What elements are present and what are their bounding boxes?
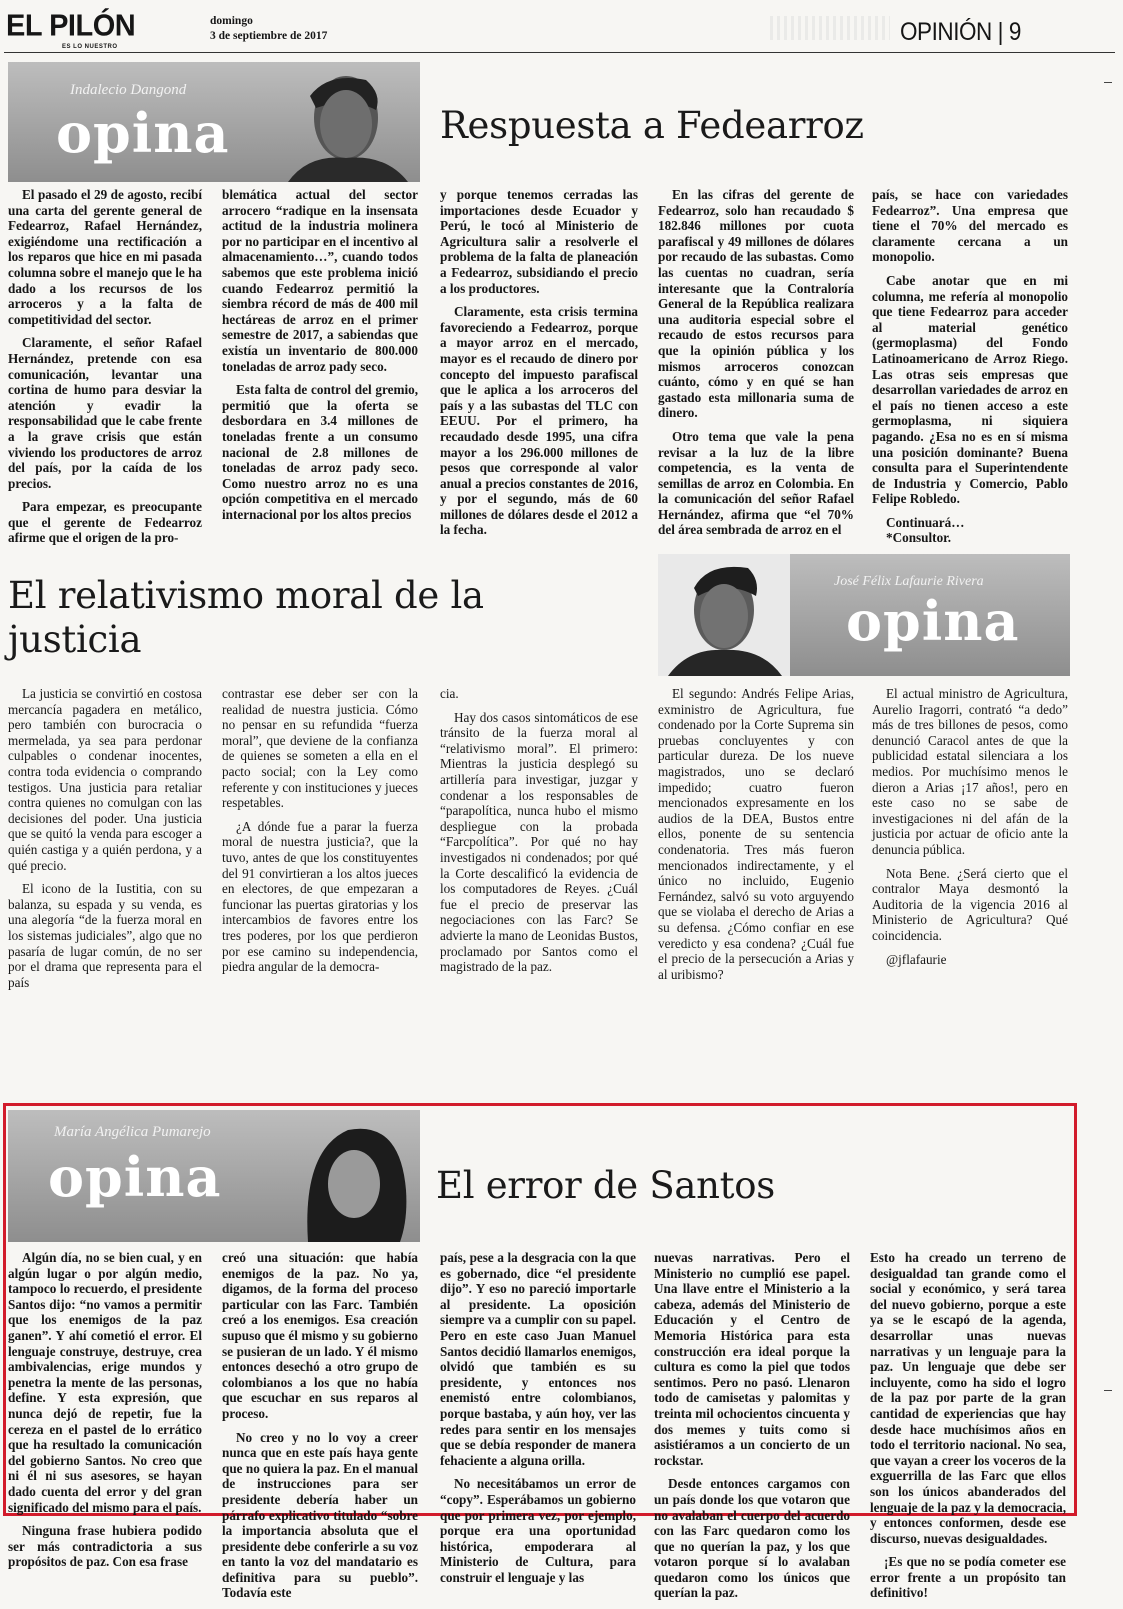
article1-author: Indalecio Dangond <box>70 82 187 98</box>
article2-paragraph: ¿A dónde fue a parar la fuerza moral de nuestra justicia?, que la tuvo, antes de que los constituyentes del 91 convirtieran a los altos jueces en electores, de que empezaran a funcionar las puertas giratorias y los intercambios de favores entre los tres poderes, por los que perdieron por ese camino su independencia, piedra angular de la democra- <box>222 818 418 975</box>
article3-author: María Angélica Pumarejo <box>54 1124 211 1140</box>
article1-paragraph: En las cifras del gerente de Fedearroz, solo han recaudado $ 182.846 millones por cuota parafiscal y 49 millones de dólares por recaudo de las subastas. Como las cuentas no cuadran, sería interesante que la Contraloría General de la República realizara una auditoria especial sobre el recaudo de estos recursos para que la opinión pública y los mismos arroceros conozcan cuánto, cómo y en qué se han gastado esta millonaria suma de dinero. <box>658 187 854 421</box>
article2-paragraph: Hay dos casos sintomáticos de ese tránsito de la fuerza moral al “relativismo moral”. El primero: Mientras la justicia desplegó su artillería para investigar, juzgar y condenar a los responsables de “parapolítica, nunca hubo el mismo despliegue con la probada “Farcpolítica”. Por qué no hay investigados ni condenados; por qué la Corte descalificó la evidencia de los computadores de Reyes. ¿Cuál fue el precio de preservar las negociaciones con las Farc? Se advierte la mano de Leonidas Bustos, proclamado por Santos como el magistrado de la paz. <box>440 709 638 975</box>
article2-author-photo <box>658 554 790 676</box>
article3-paragraph: No necesitábamos un error de “copy”. Esperábamos un gobierno que por primera vez, por ejemplo, porque era una oportunidad histórica, empoderara al Ministerio de Cultura, para construir el lenguaje y las <box>440 1476 636 1585</box>
newspaper-tagline: ES LO NUESTRO <box>62 44 118 50</box>
article3-paragraph: Algún día, no se bien cual, y en algún lugar o por algún medio, tampoco lo recuerdo, el presidente Santos dijo: “no vamos a permitir que los enemigos de la paz ganen”. Y ahí cometió el error. El lenguaje construye, destruye, crea ambivalencias, erige mundos y penetra la mente de las personas, define. Y esta expresión, que nunca dejó de repetir, fue la cereza en el pastel de lo errático que ha resultado la comunicación del gobierno Santos. No creo que ni él ni sus asesores, se hayan dado cuenta del error y del gran significado del mismo para el país. <box>8 1250 202 1515</box>
article3-paragraph: No creo y no lo voy a creer nunca que en este país haya gente que no quiera la paz. En el manual de instrucciones para ser presidente debería haber un párrafo explicativo titulado “sobre la importancia absoluta que el presidente debe conferirle a su voz en tanto la voz del mandatario es definitiva para su pueblo”. Todavía este <box>222 1429 418 1601</box>
section-header <box>900 18 1021 47</box>
article3-paragraph: Esto ha creado un terreno de desigualdad tan grande como el social y económico, y será tarea del nuevo gobierno, porque a este ya se le escapó de la agenda, desarrollar unas nuevas narrativas y un lenguaje para la paz. Un lenguaje que debe ser incluyente, como ha sido el logro de la paz por parte de la gran cantidad de experiencias que hay desde hace muchísimos años en todo el territorio nacional. No sea, que vayan a creer los voceros de la exguerrilla de las Farc que ellos son los únicos abanderados del lenguaje de la paz y la democracia, y entonces conformen, desde ese discurso, nuevas desigualdades. <box>870 1250 1066 1546</box>
article2-headline: El relativismo moral de la justicia <box>8 574 484 661</box>
issue-day: domingo <box>210 15 253 27</box>
article1-headline: Respuesta a Fedearroz <box>440 104 864 147</box>
article1-paragraph: Claramente, el señor Rafael Hernández, pretende con esa comunicación, levantar una cortina de humo para desviar la atención y evadir la responsabilidad que le cabe frente a la grave crisis que están viviendo los productores de arroz del país, por la caída de los precios. <box>8 335 202 491</box>
article1-paragraph: Otro tema que vale la pena revisar a la luz de la libre competencia, es la venta de semillas de arroz en Colombia. En la comunicación del señor Rafael Hernández, afirma que “el 70% del área sembrada de arroz en el <box>658 428 854 538</box>
article3-paragraph: ¡Es que no se podía cometer ese error frente a un propósito tan definitivo! <box>870 1554 1066 1601</box>
article2-column-4 <box>658 686 854 990</box>
article1-paragraph: blemática actual del sector arrocero “radique en la insensata actitud de la industria molinera por no participar en el incentivo al almacenamiento…”, cuando todos sabemos que este problema inició cuando Fedearroz permitió la siembra récord de más de 400 mil hectáreas de arroz en el primer semestre de 2017, a sabiendas que existía un inventario de 800.000 toneladas de arroz pady seco. <box>222 187 418 374</box>
article1-column-5 <box>872 187 1068 554</box>
article2-opina-label: opina <box>846 589 1020 653</box>
article1-column-3 <box>440 187 638 546</box>
article1-paragraph: país, se hace con variedades Fedearroz”. Una empresa que tiene el 70% del mercado es claramente cercana a un monopolio. <box>872 187 1068 265</box>
article1-paragraph: Cabe anotar que en mi columna, me refería al monopolio que tiene Fedearroz para acceder al material genético (germoplasma) del Fondo Latinoamericano de Arroz Riego. Las otras seis empresas que desarrollan variedades de arroz en el país no tienen acceso a este germoplasma, ni siquiera pagando. ¿Esa no es en sí misma una posición dominante? Buena consulta para el Superintendente de Industria y Comercio, Pablo Felipe Robledo. <box>872 272 1068 507</box>
article3-column-1 <box>8 1250 202 1578</box>
article2-paragraph: cia. <box>440 686 459 701</box>
article3-opina-label: opina <box>48 1145 222 1209</box>
article3-author-photo <box>288 1110 420 1242</box>
article3-column-3 <box>440 1250 636 1593</box>
article2-paragraph: contrastar ese deber ser con la realidad de nuestra justicia. Cómo no pensar en su refundida “fuerza moral”, que deviene de la confianza de quienes se someten a ella en el pacto social; con la Ley como referente y con instituciones y jueces respetables. <box>222 686 418 811</box>
article2-author: José Félix Lafaurie Rivera <box>834 574 984 589</box>
article1-column-1 <box>8 187 202 554</box>
article1-paragraph: Esta falta de control del gremio, permitió que la oferta se desbordara en 3.4 millones de toneladas frente a un consumo nacional de 2.8 millones de toneladas de arroz pady seco. Como nuestro arroz no es una opción competitiva en el mercado internacional por los altos precios <box>222 382 418 522</box>
article3-column-2 <box>222 1250 418 1609</box>
issue-date <box>210 14 327 44</box>
article1-paragraph: y porque tenemos cerradas las importaciones desde Ecuador y Perú, le tocó al Ministerio de Agricultura salir a resolverle el problema de la falta de planeación a Fedearroz, subsidiando el precio a los productores. <box>440 187 638 296</box>
article3-banner <box>8 1110 420 1242</box>
article3-column-4 <box>654 1250 850 1609</box>
newspaper-logo: EL PILÓN <box>6 9 136 43</box>
margin-mark <box>1104 82 1112 83</box>
article3-paragraph: creó una situación: que había enemigos de la paz. No ya, digamos, de la forma del proceso particular con las Farc. También creó a los enemigos. Esa creación supuso que él mismo y su gobierno se pusieran de un lado. Y él mismo entonces desechó a otro grupo de colombianos a los que no había que escuchar en sus reparos al proceso. <box>222 1250 418 1421</box>
article3-headline: El error de Santos <box>436 1164 775 1207</box>
article1-opina-label: opina <box>56 101 230 165</box>
section-name: OPINIÓN <box>900 18 992 46</box>
margin-mark <box>1104 1390 1112 1391</box>
article3-column-5 <box>870 1250 1066 1609</box>
article1-column-4 <box>658 187 854 546</box>
article2-paragraph: El actual ministro de Agricultura, Aurelio Iragorri, contrató “a dedo” más de tres billones de pesos, como denunció Caracol antes de que la publicidad estatal silenciara a los medios. Por muchísimo menos le dieron a Arias ¡17 años!, pero en este caso no se sabe de investigaciones ni del afán de la justicia por actuar de oficio ante la denuncia pública. <box>872 686 1068 857</box>
page-number: 9 <box>1008 18 1021 46</box>
article3-paragraph: Desde entonces cargamos con un país donde los que votaron que no avalaban el cuerpo del acuerdo con las Farc quedaron como los que no querían la paz, y los que votaron porque sí lo avalaban quedaron como los únicos que querían la paz. <box>654 1476 850 1601</box>
article3-paragraph: país, pese a la desgracia con la que es gobernado, dice “el presidente dijo”. Y eso no pareció importarle al presidente. La oposición siempre va a cumplir con su papel. Pero en este caso Juan Manuel Santos decidió llamarlos enemigos, olvidó que también es su presidente, y entonces nos enemistó entre colombianos, porque bastaba, y aún hoy, ver las redes para sentir en los mensajes que se debía responder de manera fehaciente a alguna orilla. <box>440 1250 636 1468</box>
article2-column-2 <box>222 686 418 983</box>
article3-paragraph: nuevas narrativas. Pero el Ministerio no cumplió ese papel. Una llave entre el Ministerio a la cabeza, además del Ministerio de Educación y el Centro de Memoria Histórica para esta construcción era ideal porque la cultura es como la piel que todos sentimos. Pero no pasó. Llenaron todo de camisetas y palomitas y treinta mil ochocientos cincuenta y dos memes y tuits como si asistiéramos a un concierto de un rockstar. <box>654 1250 850 1468</box>
article2-paragraph: Nota Bene. ¿Será cierto que el contralor Maya desmontó la Auditoria de la vigencia 2016 al Ministerio de Agricultura? Qué coincidencia. <box>872 865 1068 943</box>
article2-column-1 <box>8 686 202 998</box>
issue-full-date: 3 de septiembre de 2017 <box>210 30 328 42</box>
masthead-rule <box>4 52 1115 53</box>
article1-author-role: *Consultor. <box>886 530 952 546</box>
article1-continued: Continuará… <box>886 514 965 530</box>
section-separator: | <box>997 18 1004 46</box>
article1-column-2 <box>222 187 418 530</box>
article2-column-5 <box>872 686 1068 975</box>
article2-column-3 <box>440 686 638 983</box>
article3-paragraph: Ninguna frase hubiera podido ser más contradictoria a sus propósitos de paz. Con esa frase <box>8 1523 202 1570</box>
article1-paragraph: Claramente, esta crisis termina favoreciendo a Fedearroz, porque a mayor arroz en el mercado, mayor es el recaudo de dinero por concepto del impuesto parafiscal que le aplica a los arroceros del país y a las subastas del TLC con EEUU. Por el primero, ha recaudado desde 1995, una cifra mayor a los 296.000 millones de pesos que corresponde al valor anual a precios constantes de 2016, y por el segundo, más de 60 millones de dólares desde el 2012 a la fecha. <box>440 304 638 538</box>
article1-banner <box>8 62 420 182</box>
article1-paragraph: Para empezar, es preocupante que el gerente de Fedearroz afirme que el origen de la pro- <box>8 499 202 546</box>
article2-paragraph: La justicia se convirtió en costosa mercancía pagadera en metálico, pero también con burocracia o mermelada, ya sea para perdonar culpables o condenar inocentes, contra toda evidencia o comprando testigos. Una justicia para retaliar contra quienes no comulgan con las decisiones del poder. Una justicia que se quitó la venda para escoger a quién castiga y a quién perdona, y a qué precio. <box>8 686 202 873</box>
article1-author-photo <box>258 66 420 182</box>
article2-author-handle: @jflafaurie <box>886 951 947 967</box>
article1-paragraph: El pasado el 29 de agosto, recibí una carta del gerente general de Fedearroz, Rafael Hernández, exigiéndome una rectificación a los reparos que hice en mi pasada columna sobre el manejo que le ha dado a los recursos de los arroceros y a la falta de competitividad del sector. <box>8 187 202 327</box>
article2-paragraph: El icono de la Iustitia, con su balanza, su espada y su venda, es una alegoría “de la fuerza moral en los sistemas judiciales”, algo que no pasaría de lugar común, de no ser por el drama que representa para el país <box>8 881 202 990</box>
article2-banner <box>658 554 1070 676</box>
scan-noise <box>770 16 890 40</box>
article2-paragraph: El segundo: Andrés Felipe Arias, exministro de Agricultura, fue condenado por la Corte Suprema sin pruebas concluyentes y con particular dureza. De los nueve magistrados, uno se declaró impedido; cuatro fueron mencionados expresamente en los audios de la DEA, Bustos entre ellos, ponente de su sentencia condenatoria. Tres más fueron mencionados indirectamente, y el único no incluido, Eugenio Fernández, salvó su voto arguyendo que se violaba el derecho de Arias a su defensa. ¿Cómo confiar en ese veredicto y esa condena? ¿Cuál fue el precio de la persecución a Arias y al uribismo? <box>658 686 854 982</box>
